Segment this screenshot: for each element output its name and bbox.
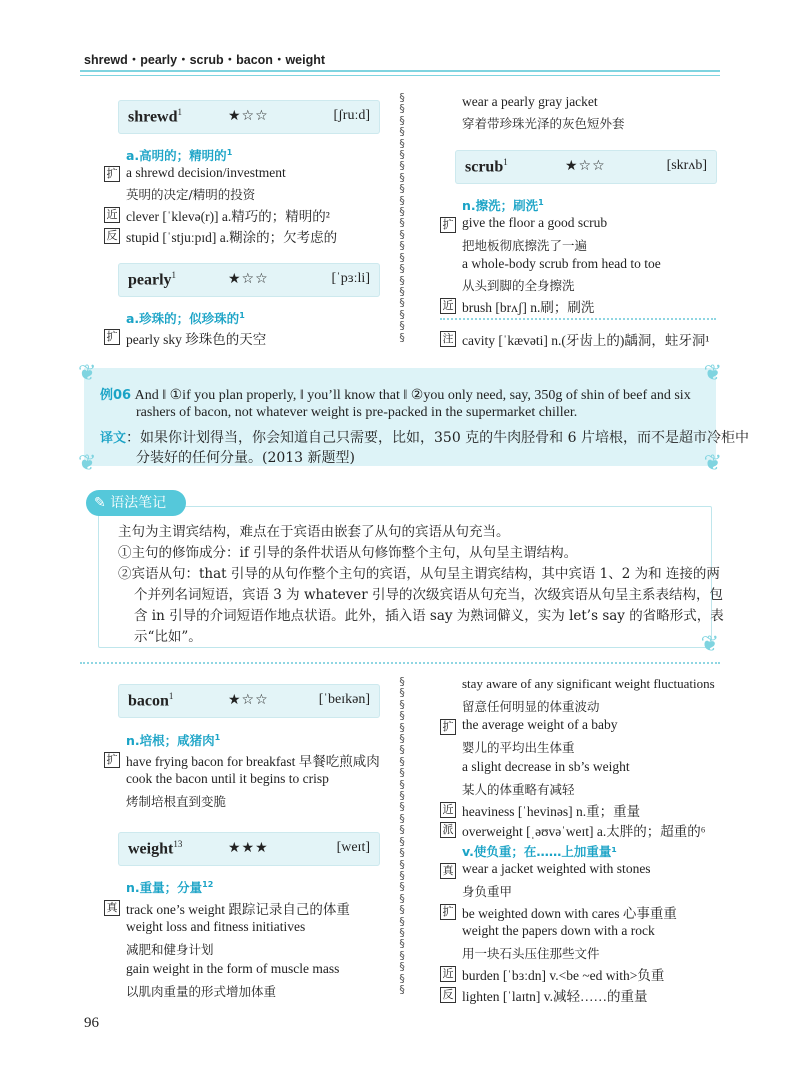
example-line: a slight decrease in sb’s weight xyxy=(462,759,630,774)
example-en-line-1: 例06 And ‖ ①if you plan properly, ‖ you’ll know that ‖ ②you only need, say, 350g of shin of beef and six xyxy=(100,388,691,403)
frequency-stars: ★☆☆ xyxy=(228,271,269,287)
entry-header-weight xyxy=(118,832,380,866)
corner-ornament-icon: ❦ xyxy=(703,360,722,385)
phonetic: [ʃruːd] xyxy=(333,108,370,123)
grammar-note-title: ✎ 语法笔记 xyxy=(86,490,186,516)
translation-line-1: 译文：如果你计划得当，你会知道自己只需要，比如，350 克的牛肉胫骨和 6 片培根，而不是超市冷柜中 xyxy=(100,430,749,446)
header-rule xyxy=(80,70,720,72)
tag-icon: 真 xyxy=(440,863,456,879)
header-rule-thin xyxy=(80,75,720,76)
note-divider xyxy=(440,318,716,320)
headword: bacon$^1$ xyxy=(128,691,174,710)
definition: n.擦洗；刷洗$^1$ xyxy=(462,197,544,213)
example-line: wear a pearly gray jacket xyxy=(462,94,598,109)
tag-icon: 扩 xyxy=(104,752,120,768)
synonym-line: heaviness [ˈhevinəs] n.重；重量 xyxy=(462,804,641,819)
example-line: 身负重甲 xyxy=(462,884,513,899)
example-line: track one’s weight 跟踪记录自己的体重 xyxy=(126,902,350,917)
phonetic: [skrʌb] xyxy=(666,158,707,173)
tag-icon: 扩 xyxy=(104,329,120,345)
synonym-line: brush [brʌʃ] n.刷；刷洗 xyxy=(462,300,595,315)
column-divider: §§§§§§§§§§§§§§§§§§§§§§§§§§§§ xyxy=(398,675,406,996)
synonym-line: burden [ˈbɜːdn] v.<be ~ed with>负重 xyxy=(462,968,665,983)
phonetic: [ˈbeɪkən] xyxy=(318,692,370,707)
example-line: 用一块石头压住那些文件 xyxy=(462,946,600,961)
section-divider xyxy=(80,662,720,664)
tag-icon: 扩 xyxy=(440,217,456,233)
tag-icon: 近 xyxy=(440,966,456,982)
example-line: 英明的决定/精明的投资 xyxy=(126,187,256,202)
definition: n.重量；分量$^{12}$ xyxy=(126,879,214,895)
definition: n.培根；咸猪肉$^1$ xyxy=(126,732,221,748)
example-line: stay aware of any significant weight fluctuations xyxy=(462,676,715,691)
example-line: weight loss and fitness initiatives xyxy=(126,919,306,934)
example-line: pearly sky 珍珠色的天空 xyxy=(126,332,267,347)
example-line: a whole-body scrub from head to toe xyxy=(462,256,661,271)
example-line: 把地板彻底擦洗了一遍 xyxy=(462,238,588,253)
example-line: gain weight in the form of muscle mass xyxy=(126,961,340,976)
grammar-line: 含 in 引导的介词短语作地点状语。此外，插入语 say 为熟词僻义，实为 let’s say 的省略形式，表 xyxy=(134,608,724,624)
example-line: 留意任何明显的体重波动 xyxy=(462,699,600,714)
pencil-icon: ✎ xyxy=(94,495,106,511)
entry-header-shrewd xyxy=(118,100,380,134)
example-line: be weighted down with cares 心事重重 xyxy=(462,906,677,921)
grammar-line: 个并列名词短语，宾语 3 为 whatever 引导的次级宾语从句充当，次级宾语从句呈主系表结构，包 xyxy=(134,587,724,603)
definition: a.珍珠的；似珍珠的$^1$ xyxy=(126,310,245,326)
example-line: a shrewd decision/investment xyxy=(126,165,286,180)
example-line: 以肌肉重量的形式增加体重 xyxy=(126,984,277,999)
tag-icon: 反 xyxy=(104,228,120,244)
tag-icon: 近 xyxy=(104,207,120,223)
headword: weight$^{13}$ xyxy=(128,839,183,858)
example-line: have frying bacon for breakfast 早餐吃煎咸肉 xyxy=(126,754,380,769)
page-number: 96 xyxy=(84,1015,99,1031)
frequency-stars: ★☆☆ xyxy=(228,108,269,124)
corner-ornament-icon: ❦ xyxy=(703,450,722,475)
grammar-line: ①主句的修饰成分：if 引导的条件状语从句修饰整个主句，从句呈主谓结构。 xyxy=(118,545,578,561)
tag-icon: 扩 xyxy=(440,904,456,920)
example-line: 婴儿的平均出生体重 xyxy=(462,740,575,755)
example-en-line-2: rashers of bacon, not whatever weight is pre-packed in the supermarket chiller. xyxy=(136,405,578,420)
headword: shrewd$^1$ xyxy=(128,107,182,126)
example-line: 穿着带珍珠光泽的灰色短外套 xyxy=(462,116,625,131)
corner-ornament-icon: ❦ xyxy=(700,631,719,656)
corner-ornament-icon: ❦ xyxy=(78,360,97,385)
example-line: weight the papers down with a rock xyxy=(462,923,655,938)
tag-icon: 反 xyxy=(440,987,456,1003)
frequency-stars: ★★★ xyxy=(228,840,269,856)
corner-ornament-icon: ❦ xyxy=(78,450,97,475)
tag-icon: 近 xyxy=(440,298,456,314)
grammar-line: ②宾语从句：that 引导的从句作整个主句的宾语，从句呈主谓宾结构，其中宾语 1、2 为和 连接的两 xyxy=(118,566,720,582)
example-line: wear a jacket weighted with stones xyxy=(462,861,651,876)
example-label: 例06 xyxy=(100,388,132,403)
translation-label: 译文 xyxy=(100,431,127,446)
entry-header-scrub xyxy=(455,150,717,184)
example-line: give the floor a good scrub xyxy=(462,215,608,230)
definition: a.高明的；精明的$^1$ xyxy=(126,147,233,163)
tag-icon: 扩 xyxy=(104,166,120,182)
example-line: 某人的体重略有减轻 xyxy=(462,782,575,797)
tag-icon: 注 xyxy=(440,331,456,347)
derivative-line: overweight [ˌəʊvəˈweɪt] a.太胖的；超重的⁶ xyxy=(462,824,706,839)
example-line: the average weight of a baby xyxy=(462,717,618,732)
example-line: 从头到脚的全身擦洗 xyxy=(462,278,575,293)
tag-icon: 近 xyxy=(440,802,456,818)
entry-header-pearly xyxy=(118,263,380,297)
example-line: cook the bacon until it begins to crisp xyxy=(126,771,329,786)
tag-icon: 派 xyxy=(440,822,456,838)
tag-icon: 真 xyxy=(104,900,120,916)
frequency-stars: ★☆☆ xyxy=(565,158,606,174)
running-header: shrewd・pearly・scrub・bacon・weight xyxy=(84,53,326,67)
entry-header-bacon xyxy=(118,684,380,718)
column-divider: §§§§§§§§§§§§§§§§§§§§§§ xyxy=(398,91,406,344)
headword: scrub$^1$ xyxy=(465,157,508,176)
headword: pearly$^1$ xyxy=(128,270,177,289)
antonym-line: stupid [ˈstjuːpɪd] a.糊涂的；欠考虑的 xyxy=(126,230,338,245)
note-line: cavity [ˈkævəti] n.(牙齿上的)龋洞，蛀牙洞¹ xyxy=(462,333,710,348)
translation-line-2: 分装好的任何分量。(2013 新题型) xyxy=(136,450,356,466)
frequency-stars: ★☆☆ xyxy=(228,692,269,708)
definition: v.使负重；在……上加重量¹ xyxy=(462,844,617,859)
grammar-line: 主句为主谓宾结构，难点在于宾语由嵌套了从句的宾语从句充当。 xyxy=(118,524,510,540)
phonetic: [ˈpɜːli] xyxy=(331,271,370,286)
example-line: 减肥和健身计划 xyxy=(126,942,214,957)
example-line: 烤制培根直到变脆 xyxy=(126,794,227,809)
phonetic: [weɪt] xyxy=(336,840,370,855)
grammar-line: 示“比如”。 xyxy=(134,629,202,645)
synonym-line: clever [ˈklevə(r)] a.精巧的；精明的² xyxy=(126,209,330,224)
tag-icon: 扩 xyxy=(440,719,456,735)
antonym-line: lighten [ˈlaɪtn] v.减轻……的重量 xyxy=(462,989,648,1004)
